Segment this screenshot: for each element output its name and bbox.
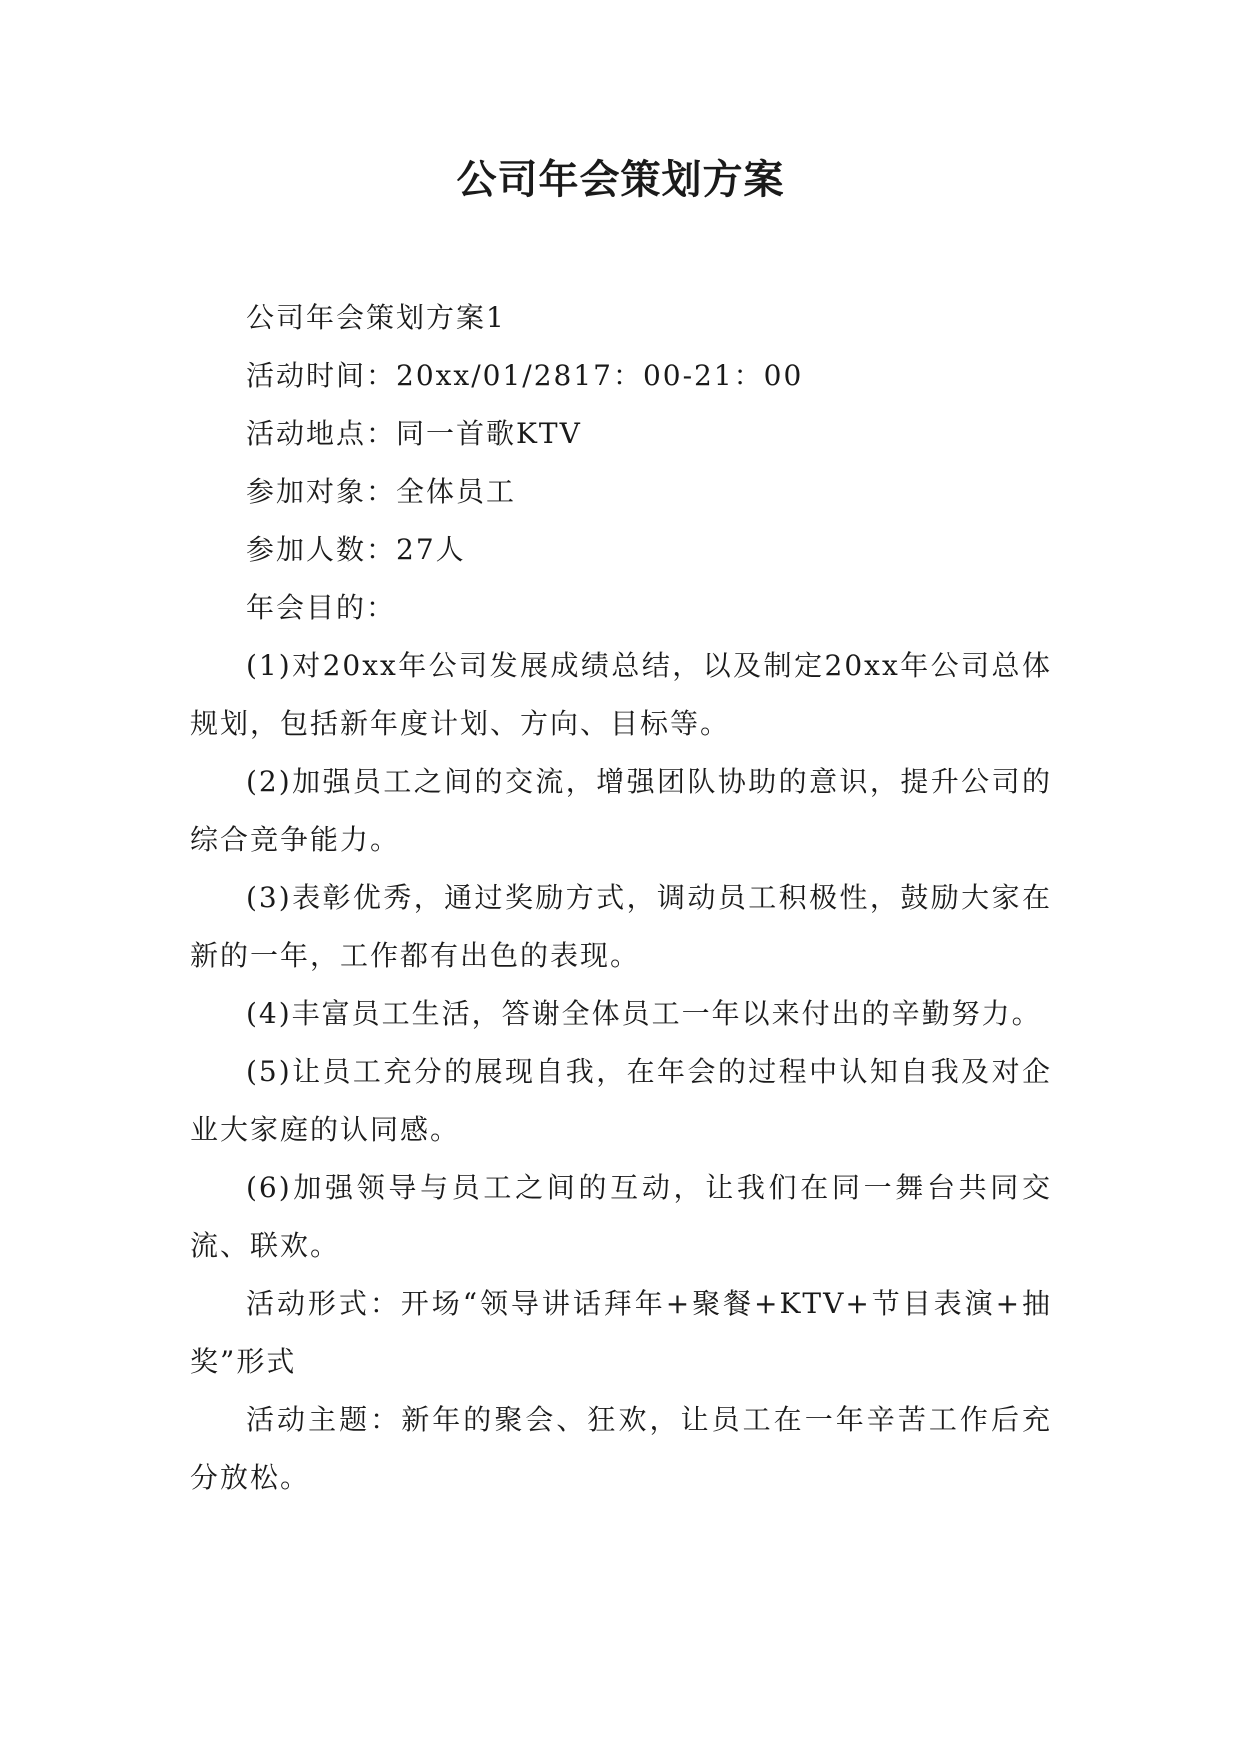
goal-item: (4)丰富员工生活，答谢全体员工一年以来付出的辛勤努力。	[246, 997, 1042, 1030]
goal-item: (5)让员工充分的展现自我，在年会的过程中认知自我及对企业大家庭的认同感。	[190, 1055, 1052, 1146]
participant-count: 参加人数：27人	[246, 533, 466, 566]
goal-item: (3)表彰优秀，通过奖励方式，调动员工积极性，鼓励大家在新的一年，工作都有出色的表现。	[190, 881, 1052, 972]
participants: 参加对象：全体员工	[246, 475, 517, 508]
goals-heading: 年会目的：	[246, 591, 397, 624]
goal-item: (6)加强领导与员工之间的互动，让我们在同一舞台共同交流、联欢。	[190, 1171, 1052, 1262]
event-location: 活动地点：同一首歌KTV	[246, 417, 582, 450]
document-title: 公司年会策划方案	[456, 157, 785, 203]
goal-item: (1)对20xx年公司发展成绩总结，以及制定20xx年公司总体规划，包括新年度计划、方向、目标等。	[190, 649, 1052, 740]
event-format: 活动形式：开场“领导讲话拜年+聚餐+KTV+节目表演+抽奖”形式	[190, 1287, 1052, 1378]
event-theme: 活动主题：新年的聚会、狂欢，让员工在一年辛苦工作后充分放松。	[190, 1403, 1052, 1494]
document-body	[190, 289, 1052, 1507]
event-time: 活动时间：20xx/01/2817：00-21：00	[246, 359, 804, 392]
goal-item: (2)加强员工之间的交流，增强团队协助的意识，提升公司的综合竞争能力。	[190, 765, 1052, 856]
plan-heading: 公司年会策划方案1	[246, 301, 506, 334]
